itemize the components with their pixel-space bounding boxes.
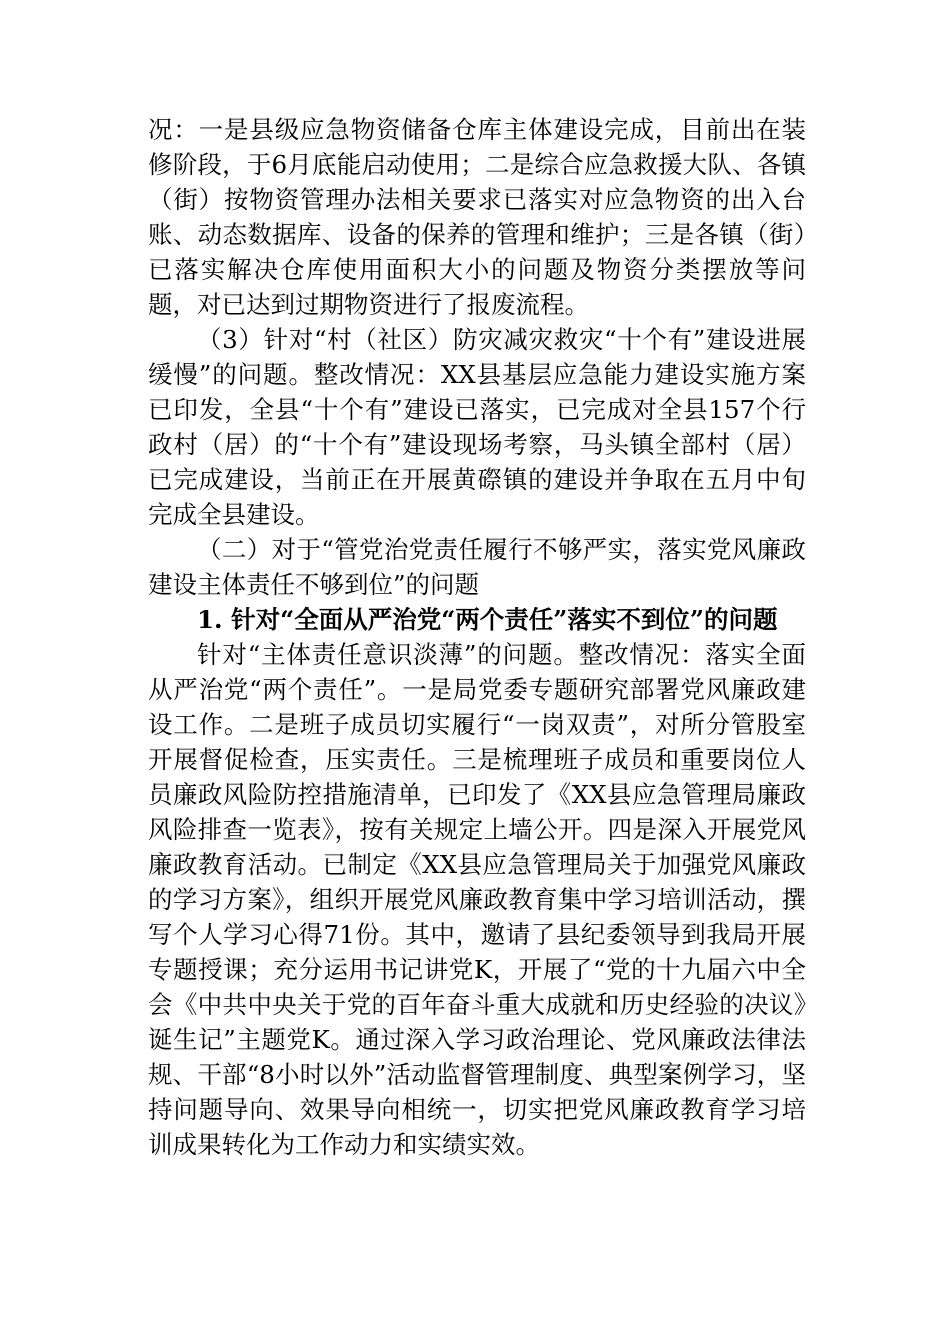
paragraph-rectification: 针对“主体责任意识淡薄”的问题。整改情况：落实全面从严治党“两个责任”。一是局党委专题研究部署党风廉政建设工作。二是班子成员切实履行“一岗双责”，对所分管股室开展督促检查，压实责任。三是梳理班子成员和重要岗位人员廉政风险防控措施清单，已印发了《XX县应急管理局廉政风险排查一览表》，按有关规定上墙公开。四是深入开展党风廉政教育活动。已制定《XX县应急管理局关于加强党风廉政的学习方案》，组织开展党风廉政教育集中学习培训活动，撰写个人学习心得71份。其中，邀请了县纪委领导到我局开展专题授课；充分运用书记讲党K，开展了“党的十九届六中全会《中共中央关于党的百年奋斗重大成就和历史经验的决议》诞生记”主题党K。通过深入学习政治理论、党风廉政法律法规、干部“8小时以外”活动监督管理制度、典型案例学习，坚持问题导向、效果导向相统一，切实把党风廉政教育学习培训成果转化为工作动力和实绩实效。	[148, 640, 806, 1159]
section-heading-2: （二）对于“管党治党责任履行不够严实，落实党风廉政建设主体责任不够到位”的问题	[148, 535, 806, 599]
paragraph-item-3: （3）针对“村（社区）防灾减灾救灾“十个有”建设进展缓慢”的问题。整改情况：XX县基层应急能力建设实施方案已印发，全县“十个有”建设已落实，已完成对全县157个行政村（居）的“十个有”建设现场考察，马头镇全部村（居）已完成建设，当前正在开展黄磜镇的建设并争取在五月中旬完成全县建设。	[148, 325, 806, 529]
paragraph-continued: 况：一是县级应急物资储备仓库主体建设完成，目前出在装修阶段，于6月底能启动使用；二是综合应急救援大队、各镇（街）按物资管理办法相关要求已落实对应急物资的出入台账、动态数据库、设备的保养的管理和维护；三是各镇（街）已落实解决仓库使用面积大小的问题及物资分类摆放等问题，对已达到过期物资进行了报废流程。	[148, 115, 806, 319]
subsection-heading-1: 1. 针对“全面从严治党“两个责任”落实不到位”的问题	[197, 605, 778, 634]
document-body	[148, 112, 806, 1162]
